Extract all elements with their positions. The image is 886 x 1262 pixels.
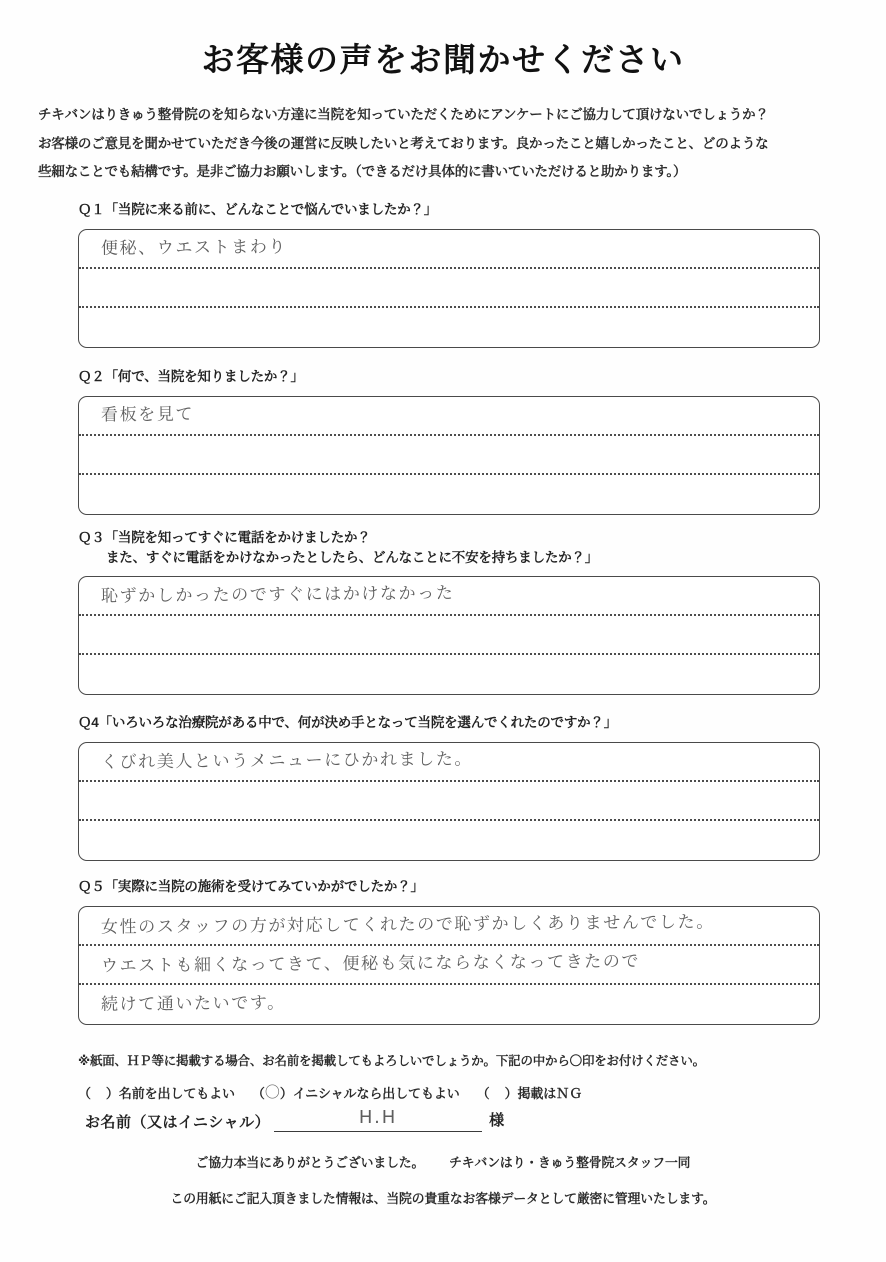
- question-label-q5: Ｑ５「実際に当院の施術を受けてみていかがでしたか？」: [78, 879, 424, 894]
- paren-open: （: [78, 1085, 91, 1101]
- answer-row[interactable]: [79, 230, 819, 269]
- question-label-q3: Ｑ３「当院を知ってすぐに電話をかけましたか？: [78, 530, 371, 545]
- answer-row[interactable]: [79, 946, 819, 985]
- intro-paragraph: [38, 108, 856, 194]
- question-label-q3-line2: また、すぐに電話をかけなかったとしたら、どんなことに不安を持ちましたか？」: [106, 549, 599, 565]
- answer-row[interactable]: [79, 577, 819, 616]
- name-input[interactable]: [274, 1105, 482, 1132]
- intro-line-2: お客様のご意見を聞かせていただき今後の運営に反映したいと考えております。良かったこと嬉しかったこと、どのような: [38, 135, 769, 151]
- question-block-q4: [78, 713, 820, 861]
- closing-clinic: チキバンはり・きゅう整骨院スタッフ一同: [449, 1155, 691, 1170]
- handwritten-answer: 続けて通いたいです。: [100, 992, 286, 1015]
- answer-box-q5[interactable]: [78, 906, 820, 1025]
- consent-option-initials[interactable]: [252, 1083, 460, 1102]
- question-label-q1: Ｑ１「当院に来る前に、どんなことで悩んでいましたか？」: [78, 202, 438, 217]
- closing-thanks-row: [0, 1152, 886, 1171]
- answer-row[interactable]: [79, 269, 819, 308]
- page-title: お客様の声をお聞かせください: [201, 40, 685, 79]
- answer-row[interactable]: [79, 907, 819, 946]
- name-honorific: 様: [489, 1112, 505, 1129]
- privacy-note: この用紙にご記入頂きました情報は、当院の貴重なお客様データとして厳密に管理いたします。: [170, 1191, 716, 1206]
- intro-line-3: 些細なことでも結構です。是非ご協力お願いします。（できるだけ具体的に書いていただけると助かります。）: [38, 164, 687, 179]
- name-field-row: [85, 1105, 504, 1132]
- consent-mark-slot: [264, 1082, 280, 1101]
- answer-row[interactable]: [79, 308, 819, 347]
- question-block-q1: [78, 200, 820, 348]
- answer-row[interactable]: [79, 821, 819, 860]
- consent-option-label: 名前を出してもよい: [118, 1085, 235, 1101]
- intro-line-1: チキバンはりきゅう整骨院のを知らない方達に当院を知っていただくためにアンケートにご協力して頂けないでしょうか？: [38, 107, 769, 122]
- consent-option-name[interactable]: [78, 1083, 235, 1102]
- handwritten-answer: 看板を見て: [100, 404, 195, 425]
- consent-option-label: イニシャルなら出してもよい: [292, 1085, 460, 1101]
- answer-box-q2[interactable]: [78, 396, 820, 515]
- handwritten-answer: ウエストも細くなってきて、便秘も気にならなくなってきたので: [100, 951, 641, 976]
- answer-box-q4[interactable]: [78, 742, 820, 861]
- question-block-q5: [78, 877, 820, 1025]
- answer-row[interactable]: [79, 436, 819, 475]
- paren-open: （: [476, 1085, 490, 1101]
- consent-option-ng[interactable]: [477, 1083, 582, 1102]
- question-block-q2: [78, 367, 820, 515]
- answer-row[interactable]: [79, 782, 819, 821]
- answer-row[interactable]: [79, 616, 819, 655]
- paren-close: ）: [279, 1085, 293, 1101]
- answer-row[interactable]: [79, 985, 819, 1024]
- handwritten-answer: 女性のスタッフの方が対応してくれたので恥ずかしくありませんでした。: [100, 911, 715, 938]
- paren-close: ）: [105, 1085, 119, 1101]
- handwritten-answer: くびれ美人というメニューにひかれました。: [100, 748, 474, 773]
- answer-row[interactable]: [79, 397, 819, 436]
- question-block-q3: [78, 528, 820, 695]
- consent-section: [78, 1055, 868, 1102]
- consent-option-label: 掲載はＮＧ: [517, 1085, 582, 1101]
- answer-box-q1[interactable]: [78, 229, 820, 348]
- consent-note: ※紙面、ＨＰ等に掲載する場合、お名前を掲載してもよろしいでしょうか。下記の中から〇印をお付けください。: [78, 1054, 705, 1068]
- name-value: H.H: [358, 1107, 398, 1128]
- question-label-q4: Ｑ4「いろいろな治療院がある中で、何が決め手となって当院を選んでくれたのですか？」: [78, 715, 618, 730]
- handwritten-answer: 便秘、ウエストまわり: [100, 236, 288, 259]
- paren-close: ）: [504, 1085, 518, 1101]
- answer-box-q3[interactable]: [78, 576, 820, 695]
- consent-options: [78, 1083, 868, 1102]
- question-label-q2: Ｑ２「何で、当院を知りましたか？」: [78, 369, 304, 384]
- answer-row[interactable]: [79, 655, 819, 694]
- paren-open: （: [251, 1085, 265, 1101]
- answer-row[interactable]: [79, 475, 819, 514]
- handwritten-answer: 恥ずかしかったのですぐにはかけなかった: [100, 583, 455, 607]
- name-field-label: お名前（又はイニシャル）: [85, 1114, 271, 1131]
- circle-mark-icon: 〇: [264, 1082, 280, 1101]
- answer-row[interactable]: [79, 743, 819, 782]
- closing-thanks: ご協力本当にありがとうございました。: [195, 1155, 425, 1170]
